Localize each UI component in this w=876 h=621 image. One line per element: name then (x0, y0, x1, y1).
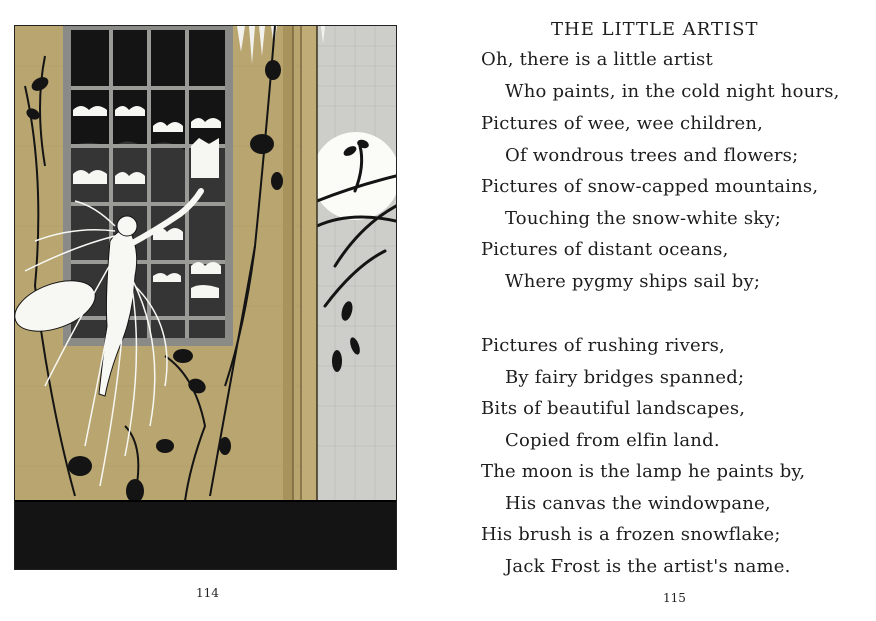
jack-frost-illustration (14, 25, 397, 570)
poem-line: Pictures of snow-capped mountains, (481, 176, 819, 197)
poem-line: Of wondrous trees and flowers; (505, 145, 799, 166)
page-number-right: 115 (663, 591, 686, 605)
poem-line: His brush is a frozen snowflake; (481, 524, 781, 545)
sky-panel (317, 26, 396, 501)
poem-line: Pictures of distant oceans, (481, 239, 729, 260)
frame-post-left (283, 26, 293, 501)
poem-line: By fairy bridges spanned; (505, 367, 745, 388)
poem-line: Oh, there is a little artist (481, 49, 713, 70)
poem-line: Who paints, in the cold night hours, (505, 81, 840, 102)
poem-line: His canvas the windowpane, (505, 493, 771, 514)
poem-line: Pictures of rushing rivers, (481, 335, 725, 356)
poem-line: Touching the snow-white sky; (505, 208, 782, 229)
illustration-artwork (15, 26, 396, 569)
poem-line: Where pygmy ships sail by; (505, 271, 761, 292)
poem-title: THE LITTLE ARTIST (551, 19, 759, 40)
right-page (440, 0, 876, 621)
moon (312, 132, 396, 220)
poem-line: Pictures of wee, wee children, (481, 113, 764, 134)
page-number-left: 114 (196, 586, 219, 600)
poem-line: Copied from elfin land. (505, 430, 720, 451)
poem-line: The moon is the lamp he paints by, (481, 461, 806, 482)
poem-line: Bits of beautiful landscapes, (481, 398, 746, 419)
frame-post-right (301, 26, 317, 501)
poem-line: Jack Frost is the artist's name. (505, 556, 791, 577)
ground-band (15, 501, 396, 569)
